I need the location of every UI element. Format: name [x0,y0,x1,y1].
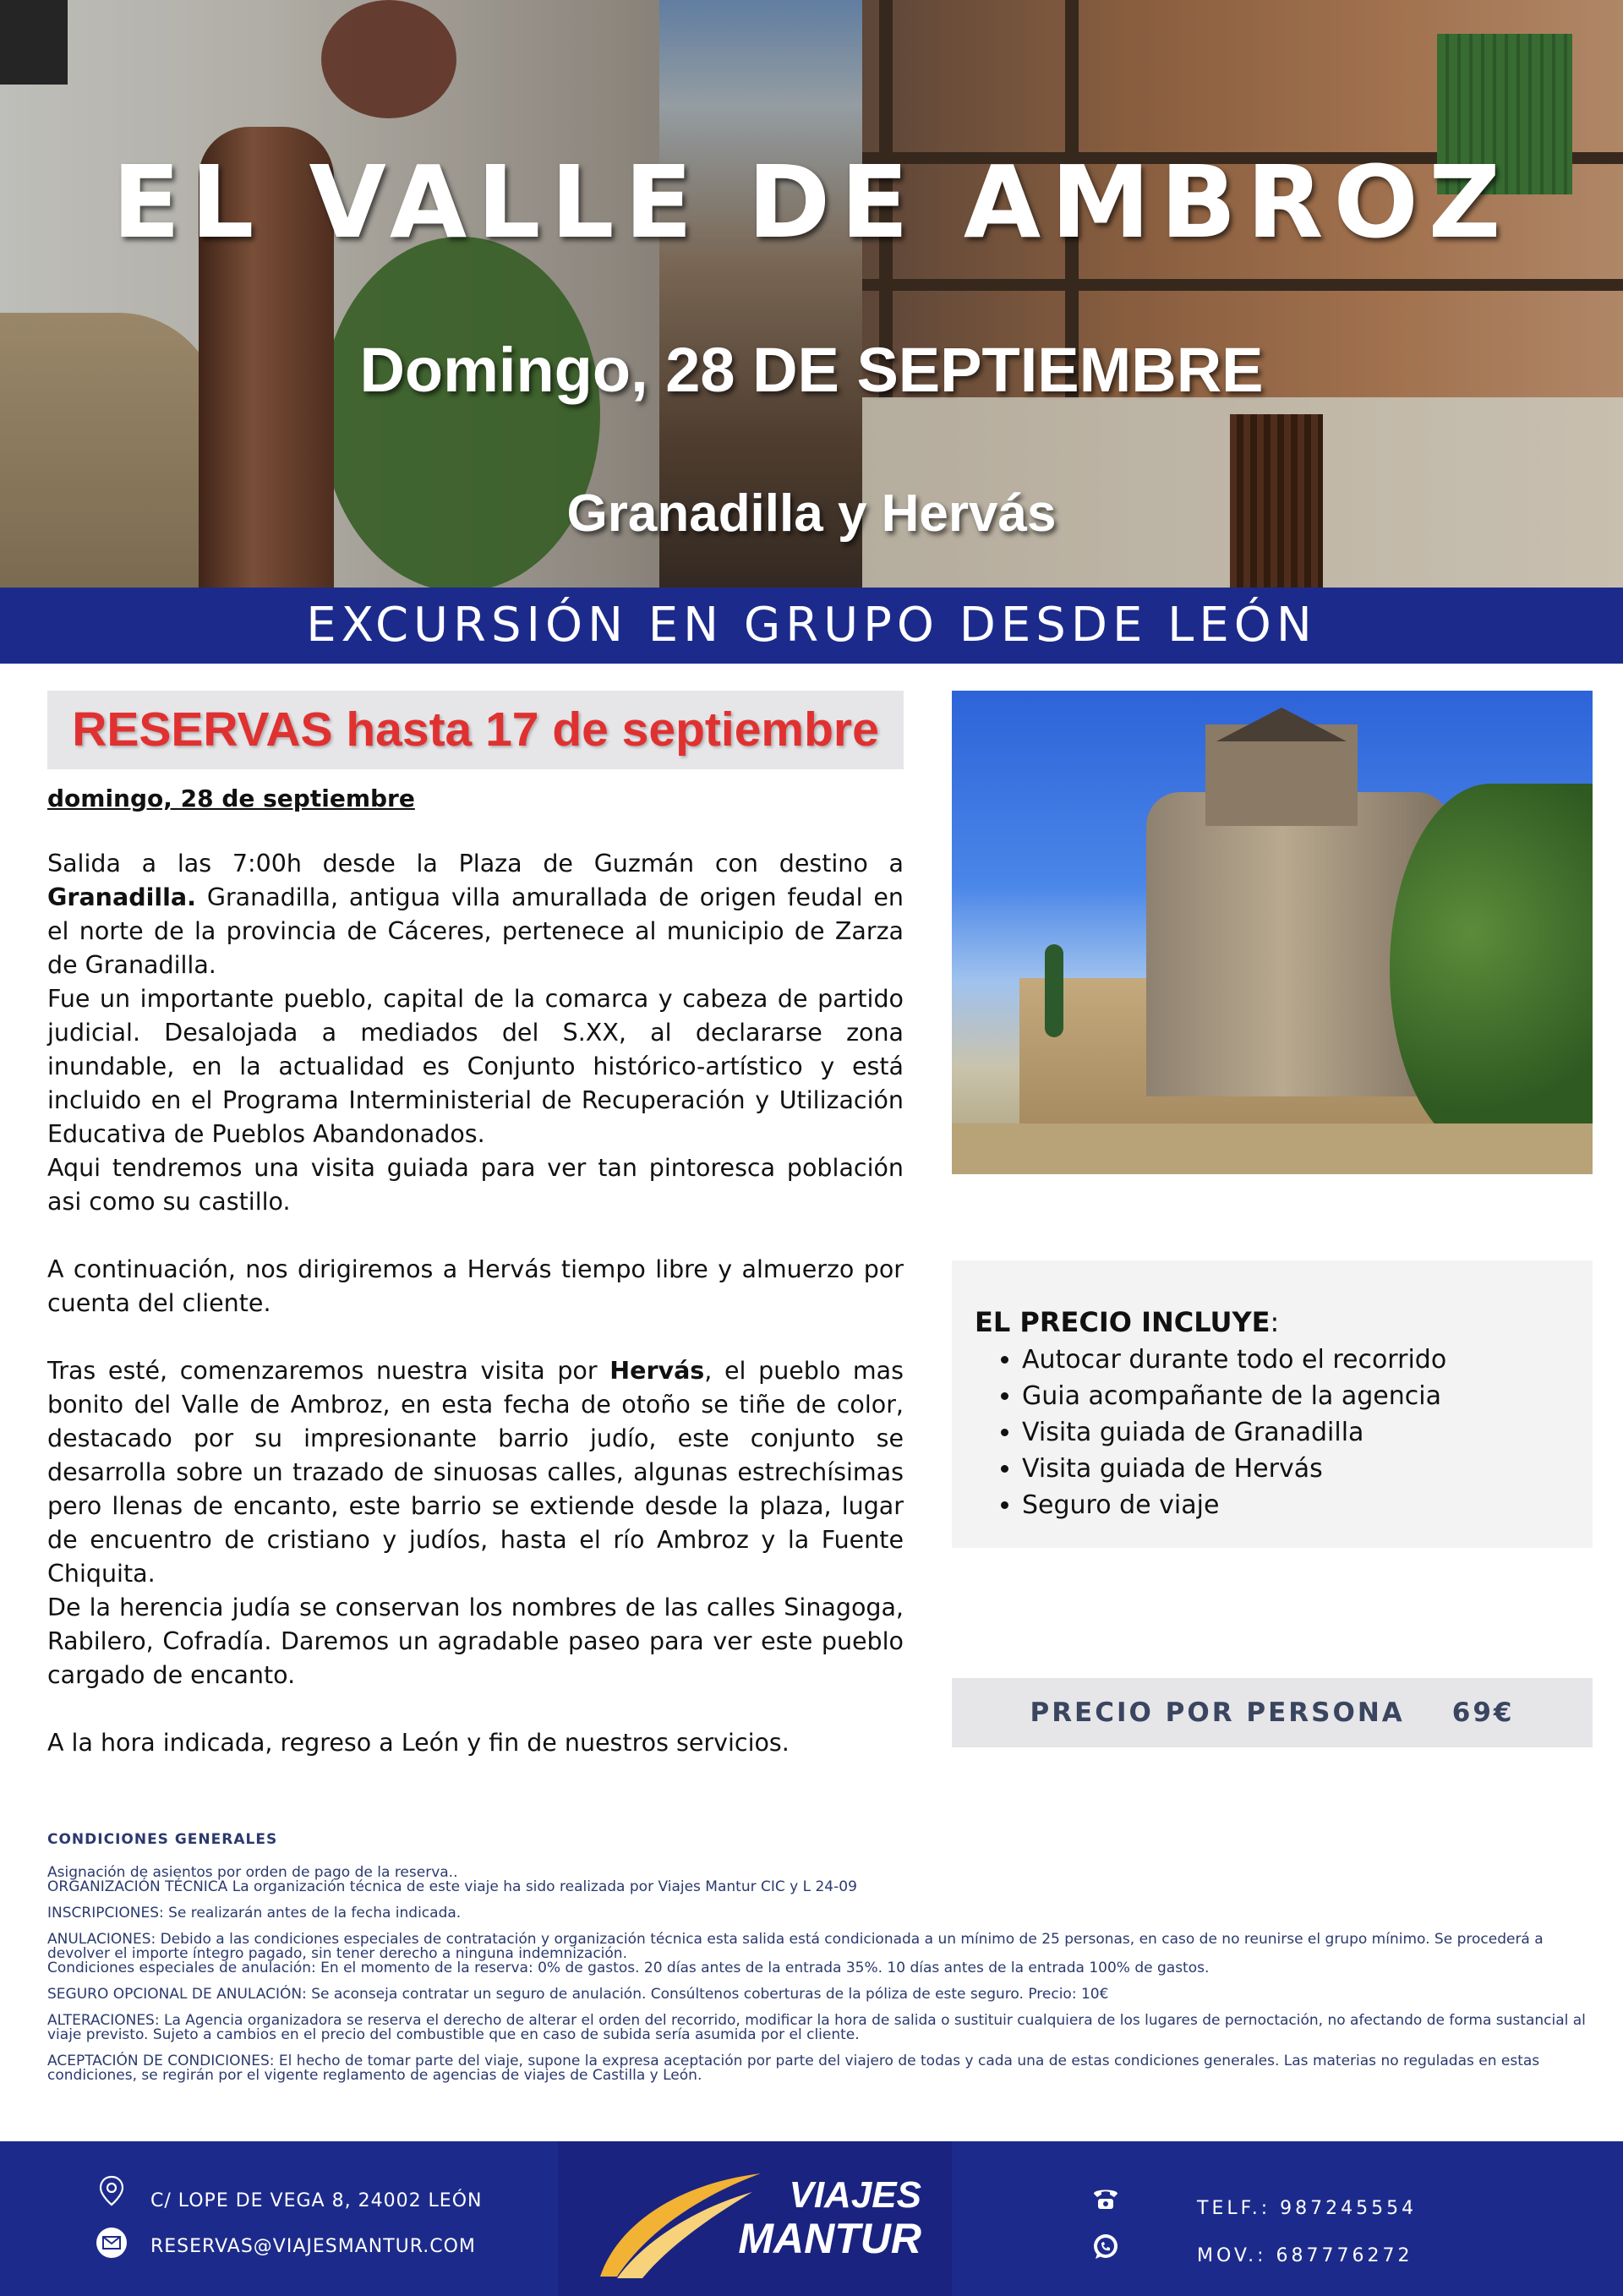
footer-address: C/ LOPE DE VEGA 8, 24002 LEÓN [150,2190,483,2211]
itinerary-date-heading: domingo, 28 de septiembre [47,784,415,812]
lawn [952,1123,1593,1174]
list-item: • Visita guiada de Granadilla [1022,1414,1446,1451]
condition-text: Asignación de asientos por orden de pago de la reserva.. [47,1864,458,1881]
paragraph: Aqui tendremos una visita guiada para ver tan pintoresca población asi como su castillo. [47,1154,904,1216]
paragraph [47,1354,904,1591]
paragraph: A la hora indicada, regreso a León y fin de nuestros servicios. [47,1729,790,1757]
conditions-title: CONDICIONES GENERALES [47,1831,278,1848]
text: Salida a las 7:00h desde la Plaza de Guzmán con destino a [47,850,904,877]
price-amount: 69€ [1451,1697,1515,1728]
text: Granadilla, antigua villa amurallada de origen feudal en el norte de la provincia de Cáceres, pertenece al municipio de Zarza de Granadilla. [47,883,904,979]
general-conditions [47,1833,1594,2090]
footer [0,2141,1623,2296]
itinerary-text [47,847,904,1760]
condition-text: ALTERACIONES: La Agencia organizadora se reserva el derecho de alterar el orden del recorrido, modificar la hora de salida o sustituir cualquiera de los lugares de pernoctación, no afectando de forma sustancial al viaje previsto. Sujeto a cambios en el precio del combustible que en caso de subida sería asumida por el cliente. [47,2012,1586,2043]
price-label: PRECIO POR PERSONA [1030,1697,1405,1728]
logo-line-1: VIAJES [789,2174,921,2216]
text: , el pueblo mas bonito del Valle de Ambroz, en esta fecha de otoño se tiñe de color, destacado por su impresionante barrio judío, este conjunto se desarrolla sobre un trazado de sinuosas calles, algunas estrechísimas pero llenas de encanto, este barrio se extiende desde la plaza, lugar de encuentro de cristiano y judíos, hasta el río Ambroz y la Fuente Chiquita. [47,1357,904,1588]
footer-mobile[interactable]: MOV.: 687776272 [1197,2245,1413,2266]
paragraph: De la herencia judía se conservan los nombres de las calles Sinagoga, Rabilero, Cofradía. Daremos un agradable paseo para ver este pueblo cargado de encanto. [47,1594,904,1689]
condition-text: ANULACIONES: Debido a las condiciones especiales de contratación y organización técnica esta salida está condicionada a un mínimo de 25 personas, en caso de no reunirse el grupo mínimo. Se procederá a devolver el importe íntegro pagado, sin tener derecho a ninguna indemnización. [47,1931,1544,1962]
condition-text: Condiciones especiales de anulación: En el momento de la reserva: 0% de gastos. 20 días antes de la entrada 35%. 10 días antes de la entrada 100% de gastos. [47,1960,1210,1976]
paragraph: Fue un importante pueblo, capital de la comarca y cabeza de partido judicial. Desalojada a mediados del S.XX, al declararse zona inundable, en la actualidad es Conjunto histórico-artístico y está incluido en el Programa Interministerial de Recuperación y Utilización Educativa de Pueblos Abandonados. [47,985,904,1148]
list-item: • Seguro de viaje [1022,1487,1446,1523]
event-date: Domingo, 28 DE SEPTIEMBRE [359,335,1264,405]
price-box [952,1678,1593,1747]
condition-text: INSCRIPCIONES: Se realizarán antes de la fecha indicada. [47,1905,462,1922]
title-colon: : [1270,1306,1280,1338]
castle-photo [952,691,1593,1174]
email-icon [95,2226,128,2260]
cypress-tree [1045,944,1063,1037]
includes-list [975,1342,1446,1523]
location-pin-icon [95,2173,128,2207]
price-includes-title [975,1306,1279,1338]
list-item: • Visita guiada de Hervás [1022,1451,1446,1487]
condition-text: SEGURO OPCIONAL DE ANULACIÓN: Se aconseja contratar un seguro de anulación. Consúltenos coberturas de la póliza de este seguro. Precio: 10€ [47,1986,1109,2003]
page-title: EL VALLE DE AMBROZ [112,144,1511,260]
footer-phone[interactable]: TELF.: 987245554 [1197,2198,1418,2219]
list-item: • Autocar durante todo el recorrido [1022,1342,1446,1378]
whatsapp-icon [1089,2230,1123,2264]
paragraph: A continuación, nos dirigiremos a Hervás tiempo libre y almuerzo por cuenta del cliente. [47,1255,904,1317]
price-includes-box [952,1260,1593,1548]
phone-icon [1089,2182,1123,2216]
condition-text: ORGANIZACIÓN TÉCNICA La organización técnica de este viaje ha sido realizada por Viajes Mantur CIC y L 24-09 [47,1878,857,1895]
hero-street-photo [0,0,1623,588]
logo-line-2: MANTUR [738,2215,921,2262]
list-item: • Guia acompañante de la agencia [1022,1378,1446,1414]
text-bold: Hervás [609,1357,705,1385]
booking-deadline: RESERVAS hasta 17 de septiembre [47,691,904,769]
paragraph [47,847,904,982]
ivy-foliage [1390,784,1593,1156]
company-logo [702,2175,921,2261]
event-places: Granadilla y Hervás [566,484,1057,543]
text-bold: Granadilla. [47,883,196,911]
title-text: EL PRECIO INCLUYE [975,1306,1271,1338]
group-banner: EXCURSIÓN EN GRUPO DESDE LEÓN [0,588,1623,664]
text: Tras esté, comenzaremos nuestra visita por [47,1357,610,1385]
condition-text: ACEPTACIÓN DE CONDICIONES: El hecho de tomar parte del viaje, supone la expresa aceptación por parte del viajero de todas y cada una de estas condiciones generales. Las materias no reguladas en estas condiciones, se regirán por el vigente reglamento de agencias de viajes de Castilla y León. [47,2053,1540,2084]
footer-email[interactable]: RESERVAS@VIAJESMANTUR.COM [150,2236,476,2257]
